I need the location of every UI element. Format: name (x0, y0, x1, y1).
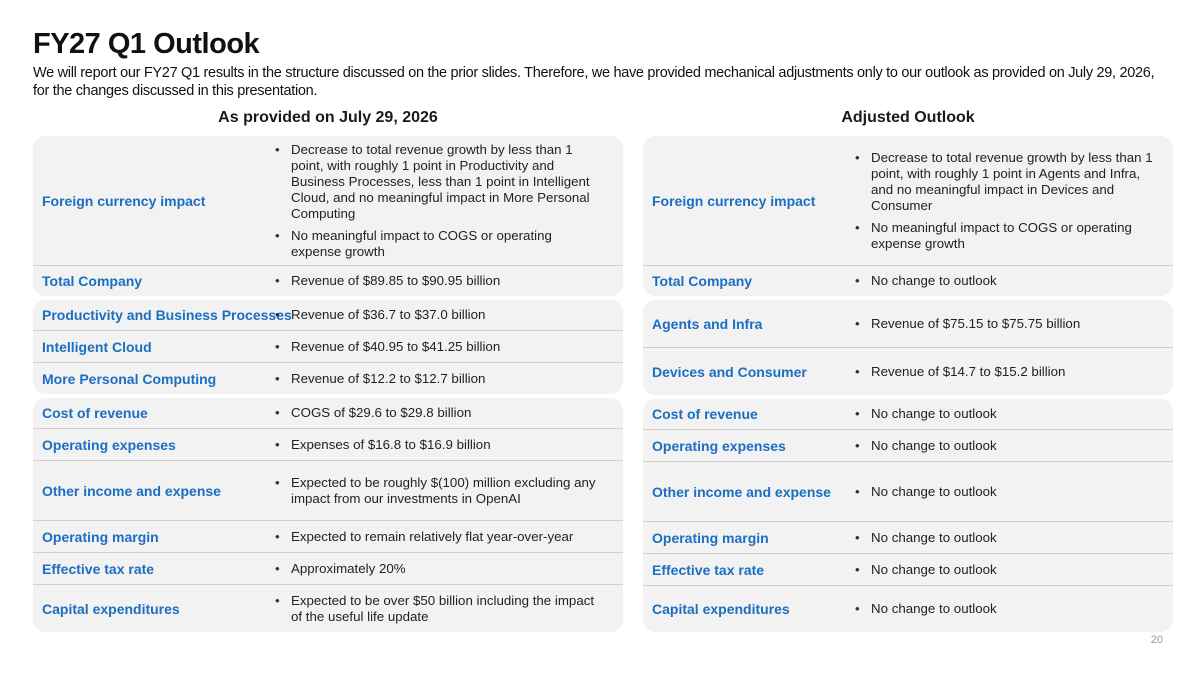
row-label: Total Company (652, 273, 753, 289)
row-label: Foreign currency impact (652, 192, 816, 209)
bullet-list (855, 484, 1165, 500)
bullet-item: • Approximately 20% (275, 561, 605, 577)
bullet-item: • No meaningful impact to COGS or operating expense growth (855, 220, 1165, 252)
right-panel-other (643, 399, 1173, 632)
row-label: Agents and Infra (652, 315, 763, 332)
bullet-item: • No change to outlook (855, 484, 1165, 500)
bullet-item: • Revenue of $75.15 to $75.75 billion (855, 316, 1165, 332)
bullet-item: • Revenue of $14.7 to $15.2 billion (855, 364, 1165, 380)
bullet-item: • Expected to remain relatively flat year-over-year (275, 529, 605, 545)
right-row-cost-of-revenue (643, 399, 1173, 430)
bullet-list (275, 561, 605, 577)
bullet-item: • Expected to be roughly $(100) million excluding any impact from our investments in OpenAI (275, 475, 605, 507)
bullet-item: • Expenses of $16.8 to $16.9 billion (275, 437, 605, 453)
left-row-productivity (33, 300, 623, 331)
row-label: Intelligent Cloud (42, 338, 152, 355)
bullet-list (275, 339, 605, 355)
bullet-list (275, 529, 605, 545)
bullet-list (275, 593, 605, 625)
right-row-total-company (643, 266, 1173, 296)
left-panel-fx-total (33, 136, 623, 296)
bullet-item: • No change to outlook (855, 438, 1165, 454)
row-label: Operating expenses (42, 436, 176, 453)
bullet-item: • Revenue of $12.2 to $12.7 billion (275, 371, 605, 387)
row-label: Capital expenditures (42, 600, 180, 617)
row-label: Other income and expense (652, 483, 831, 500)
left-row-more-personal-computing (33, 363, 623, 394)
row-label: Cost of revenue (652, 406, 758, 422)
bullet-item: • No change to outlook (855, 562, 1165, 578)
right-panel-segments (643, 300, 1173, 395)
right-row-foreign-currency (643, 136, 1173, 266)
right-row-capital-expenditures (643, 586, 1173, 632)
bullet-item: • Revenue of $36.7 to $37.0 billion (275, 307, 605, 323)
bullet-list (855, 316, 1165, 332)
right-row-other-income (643, 462, 1173, 522)
row-label: More Personal Computing (42, 370, 217, 387)
left-row-operating-margin (33, 521, 623, 553)
bullet-list (275, 437, 605, 453)
bullet-list (855, 601, 1165, 617)
row-label: Total Company (42, 273, 143, 289)
bullet-list (855, 364, 1165, 380)
bullet-item: • No change to outlook (855, 406, 1165, 422)
row-label: Productivity and Business Processes (42, 307, 292, 323)
left-row-total-company (33, 266, 623, 296)
left-row-effective-tax-rate (33, 553, 623, 585)
slide-title: FY27 Q1 Outlook (33, 28, 260, 60)
bullet-list (855, 562, 1165, 578)
bullet-list (275, 405, 605, 421)
bullet-item: • No change to outlook (855, 273, 1165, 289)
slide-subtitle: We will report our FY27 Q1 results in the structure discussed on the prior slides. Therefore, we have provided mechanical adjustments only to our outlook as provided on July 29, 2026, for the changes discussed in this presentation. (33, 65, 1155, 99)
bullet-list (275, 142, 605, 260)
row-label: Foreign currency impact (42, 192, 206, 209)
right-row-operating-margin (643, 522, 1173, 554)
bullet-item: • Decrease to total revenue growth by less than 1 point, with roughly 1 point in Agents and Infra, and no meaningful impact in Devices and Consumer (855, 150, 1165, 214)
row-label: Effective tax rate (652, 561, 765, 578)
right-panel-fx-total (643, 136, 1173, 296)
left-row-capital-expenditures (33, 585, 623, 632)
left-row-other-income (33, 461, 623, 521)
bullet-list (855, 438, 1165, 454)
bullet-item: • COGS of $29.6 to $29.8 billion (275, 405, 605, 421)
left-panel-other (33, 398, 623, 632)
right-row-agents-and-infra (643, 300, 1173, 348)
bullet-item: • Expected to be over $50 billion including the impact of the useful life update (275, 593, 605, 625)
left-row-cost-of-revenue (33, 398, 623, 429)
bullet-list (855, 530, 1165, 546)
left-row-operating-expenses (33, 429, 623, 461)
bullet-item: • No change to outlook (855, 530, 1165, 546)
bullet-list (275, 371, 605, 387)
right-row-devices-and-consumer (643, 348, 1173, 395)
bullet-item: • Revenue of $89.85 to $90.95 billion (275, 273, 605, 289)
left-row-foreign-currency (33, 136, 623, 266)
bullet-item: • No meaningful impact to COGS or operating expense growth (275, 228, 605, 260)
bullet-list (855, 406, 1165, 422)
row-label: Operating expenses (652, 437, 786, 454)
row-label: Devices and Consumer (652, 363, 807, 380)
page-number: 20 (1150, 634, 1163, 646)
left-row-intelligent-cloud (33, 331, 623, 363)
right-row-operating-expenses (643, 430, 1173, 462)
row-label: Capital expenditures (652, 601, 790, 617)
row-label: Operating margin (42, 528, 159, 545)
bullet-list (855, 273, 1165, 289)
left-panel-segments (33, 300, 623, 394)
row-label: Cost of revenue (42, 405, 148, 421)
bullet-item: • Revenue of $40.95 to $41.25 billion (275, 339, 605, 355)
right-row-effective-tax-rate (643, 554, 1173, 586)
bullet-list (275, 475, 605, 507)
row-label: Other income and expense (42, 482, 221, 499)
left-column-heading: As provided on July 29, 2026 (218, 109, 438, 126)
bullet-list (275, 307, 605, 323)
bullet-list (855, 150, 1165, 252)
bullet-item: • No change to outlook (855, 601, 1165, 617)
bullet-item: • Decrease to total revenue growth by less than 1 point, with roughly 1 point in Productivity and Business Processes, less than 1 point in Intelligent Cloud, and no meaningful impact in More Personal Computing (275, 142, 605, 222)
row-label: Operating margin (652, 529, 769, 546)
right-column-heading: Adjusted Outlook (841, 109, 975, 126)
row-label: Effective tax rate (42, 560, 155, 577)
bullet-list (275, 273, 605, 289)
